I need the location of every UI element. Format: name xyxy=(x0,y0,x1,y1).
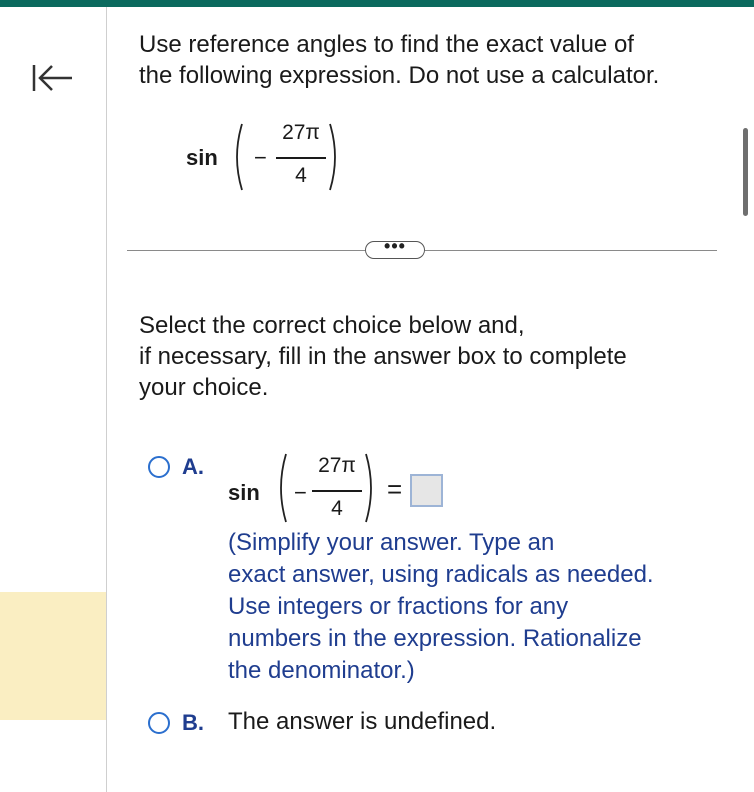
divider-left xyxy=(127,250,365,251)
hint-line-1: (Simplify your answer. Type an xyxy=(228,529,555,556)
choice-a-denominator: 4 xyxy=(331,497,343,520)
question-line-2: the following expression. Do not use a calculator. xyxy=(139,62,660,89)
question-line-1: Use reference angles to find the exact value of xyxy=(139,31,634,58)
hint-line-5: the denominator.) xyxy=(228,657,415,684)
fraction-numerator: 27π xyxy=(282,121,320,144)
instructions-line-2: if necessary, fill in the answer box to complete xyxy=(139,343,627,370)
choice-a-radio[interactable] xyxy=(148,456,170,478)
choice-b-radio[interactable] xyxy=(148,712,170,734)
hint-line-2: exact answer, using radicals as needed. xyxy=(228,561,654,588)
show-more-button[interactable] xyxy=(365,236,425,259)
minus-sign: − xyxy=(254,145,267,170)
question-text xyxy=(139,29,719,91)
instructions-line-1: Select the correct choice below and, xyxy=(139,312,525,339)
fraction-denominator: 4 xyxy=(295,164,307,187)
choice-b-text: The answer is undefined. xyxy=(228,708,497,735)
collapse-panel-button[interactable] xyxy=(30,59,78,99)
choice-a-numerator: 27π xyxy=(318,454,356,477)
scrollbar-thumb[interactable] xyxy=(743,128,748,216)
sin-label: sin xyxy=(186,145,218,170)
left-paren-icon xyxy=(230,122,244,192)
instructions-line-3: your choice. xyxy=(139,374,269,401)
right-paren-icon xyxy=(328,122,342,192)
choice-a-letter: A. xyxy=(182,454,204,479)
divider-right xyxy=(425,250,717,251)
choice-a-fraction-bar xyxy=(312,490,362,492)
choice-a-left-paren-icon xyxy=(274,452,288,524)
top-accent-bar xyxy=(0,0,754,7)
choice-b-letter: B. xyxy=(182,710,204,735)
choice-a-minus-sign: − xyxy=(294,480,307,505)
choice-a-sin-label: sin xyxy=(228,480,260,505)
collapse-left-icon xyxy=(30,59,78,99)
hint-line-3: Use integers or fractions for any xyxy=(228,593,569,620)
hint-line-4: numbers in the expression. Rationalize xyxy=(228,625,642,652)
choice-a-hint xyxy=(228,527,728,687)
active-question-highlight xyxy=(0,592,106,720)
answer-input[interactable] xyxy=(410,474,443,507)
choice-a-equals: = xyxy=(387,474,403,504)
instructions-text xyxy=(139,310,699,403)
fraction-bar xyxy=(276,157,326,159)
choice-a-right-paren-icon xyxy=(364,452,378,524)
more-icon: ••• xyxy=(384,236,406,256)
